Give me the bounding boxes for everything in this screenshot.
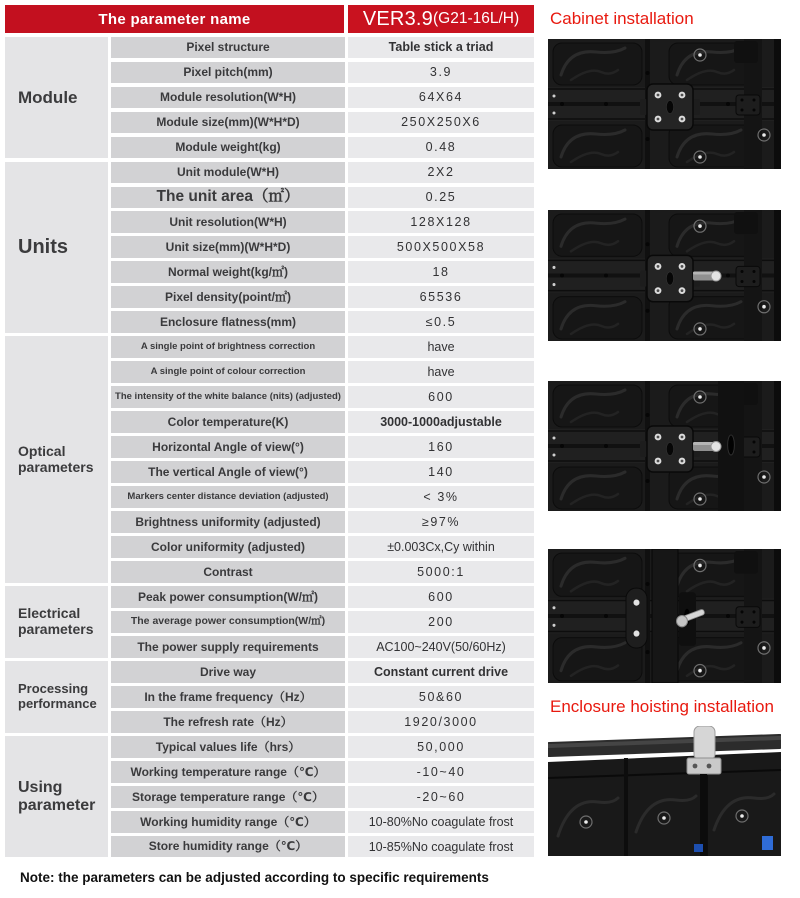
table-row bbox=[111, 336, 534, 357]
section-label: Using parameter bbox=[5, 736, 108, 857]
section-optical-parameters bbox=[5, 336, 534, 582]
table-row bbox=[111, 386, 534, 407]
table-row bbox=[111, 87, 534, 108]
param-cell: The refresh rate（Hz） bbox=[111, 711, 345, 732]
section-label: Module bbox=[5, 37, 108, 158]
table-row bbox=[111, 686, 534, 707]
value-cell: -20~60 bbox=[348, 786, 534, 807]
param-cell: In the frame frequency（Hz） bbox=[111, 686, 345, 707]
section-processing-performance bbox=[5, 661, 534, 732]
cabinet-back-photo-2 bbox=[548, 210, 781, 341]
param-cell: Peak power consumption(W/㎡) bbox=[111, 586, 345, 607]
param-cell: The unit area（㎡） bbox=[111, 187, 345, 208]
param-cell: Color uniformity (adjusted) bbox=[111, 536, 345, 557]
value-cell: have bbox=[348, 336, 534, 357]
header-parameter-name-label: The parameter name bbox=[98, 10, 251, 28]
section-units bbox=[5, 162, 534, 333]
param-cell: Contrast bbox=[111, 561, 345, 582]
section-module bbox=[5, 37, 534, 158]
param-cell: Pixel pitch(mm) bbox=[111, 62, 345, 83]
param-cell: Brightness uniformity (adjusted) bbox=[111, 511, 345, 532]
value-cell: 200 bbox=[348, 611, 534, 632]
value-cell: Table stick a triad bbox=[348, 37, 534, 58]
value-cell: ≥97% bbox=[348, 511, 534, 532]
value-cell: 10-80%No coagulate frost bbox=[348, 811, 534, 832]
table-row bbox=[111, 811, 534, 832]
section-electrical-parameters bbox=[5, 586, 534, 657]
table-row bbox=[111, 436, 534, 457]
cabinet-back-photo-3 bbox=[548, 381, 781, 511]
table-row bbox=[111, 511, 534, 532]
param-cell: Color temperature(K) bbox=[111, 411, 345, 432]
value-cell: ≤0.5 bbox=[348, 311, 534, 332]
table-row bbox=[111, 236, 534, 257]
param-cell: The average power consumption(W/㎡) bbox=[111, 611, 345, 632]
value-cell: -10~40 bbox=[348, 761, 534, 782]
installation-panel bbox=[548, 0, 788, 898]
hoisting-photo bbox=[548, 726, 781, 856]
table-row bbox=[111, 636, 534, 657]
param-cell: A single point of brightness correction bbox=[111, 336, 345, 357]
table-row bbox=[111, 711, 534, 732]
param-cell: Module size(mm)(W*H*D) bbox=[111, 112, 345, 133]
value-cell: have bbox=[348, 361, 534, 382]
value-cell: 3.9 bbox=[348, 62, 534, 83]
table-row bbox=[111, 37, 534, 58]
value-cell: 600 bbox=[348, 386, 534, 407]
param-cell: Unit module(W*H) bbox=[111, 162, 345, 183]
cabinet-back-photo-4 bbox=[548, 549, 781, 683]
value-cell: 1920/3000 bbox=[348, 711, 534, 732]
param-cell: Working temperature range（℃） bbox=[111, 761, 345, 782]
value-cell: 0.48 bbox=[348, 137, 534, 158]
value-cell: 250X250X6 bbox=[348, 112, 534, 133]
table-row bbox=[111, 62, 534, 83]
section-label: Electrical parameters bbox=[5, 586, 108, 657]
hoisting-installation-title: Enclosure hoisting installation bbox=[550, 697, 774, 716]
value-cell: 5000:1 bbox=[348, 561, 534, 582]
table-row bbox=[111, 786, 534, 807]
table-row bbox=[111, 187, 534, 208]
param-cell: Horizontal Angle of view(°) bbox=[111, 436, 345, 457]
table-row bbox=[111, 586, 534, 607]
param-cell: Module resolution(W*H) bbox=[111, 87, 345, 108]
param-cell: Pixel structure bbox=[111, 37, 345, 58]
value-cell: 10-85%No coagulate frost bbox=[348, 836, 534, 857]
value-cell: ±0.003Cx,Cy within bbox=[348, 536, 534, 557]
value-cell: AC100~240V(50/60Hz) bbox=[348, 636, 534, 657]
value-cell: 140 bbox=[348, 461, 534, 482]
table-row bbox=[111, 361, 534, 382]
table-row bbox=[111, 536, 534, 557]
table-row bbox=[111, 836, 534, 857]
param-cell: Typical values life（hrs） bbox=[111, 736, 345, 757]
param-cell: A single point of colour correction bbox=[111, 361, 345, 382]
param-cell: The power supply requirements bbox=[111, 636, 345, 657]
table-row bbox=[111, 261, 534, 282]
value-cell: Constant current drive bbox=[348, 661, 534, 682]
param-cell: Storage temperature range（℃） bbox=[111, 786, 345, 807]
param-cell: Drive way bbox=[111, 661, 345, 682]
spec-table bbox=[5, 5, 534, 857]
value-cell: < 3% bbox=[348, 486, 534, 507]
table-header bbox=[5, 5, 534, 33]
param-cell: Normal weight(kg/㎡) bbox=[111, 261, 345, 282]
param-cell: Markers center distance deviation (adjusted) bbox=[111, 486, 345, 507]
table-row bbox=[111, 736, 534, 757]
param-cell: Enclosure flatness(mm) bbox=[111, 311, 345, 332]
value-cell: 3000-1000adjustable bbox=[348, 411, 534, 432]
param-cell: Unit size(mm)(W*H*D) bbox=[111, 236, 345, 257]
value-cell: 160 bbox=[348, 436, 534, 457]
param-cell: Unit resolution(W*H) bbox=[111, 211, 345, 232]
value-cell: 600 bbox=[348, 586, 534, 607]
value-cell: 128X128 bbox=[348, 211, 534, 232]
table-row bbox=[111, 211, 534, 232]
table-row bbox=[111, 661, 534, 682]
param-cell: The vertical Angle of view(°) bbox=[111, 461, 345, 482]
model-variant: (G21-16L/H) bbox=[432, 10, 520, 27]
table-row bbox=[111, 311, 534, 332]
table-row bbox=[111, 461, 534, 482]
value-cell: 50&60 bbox=[348, 686, 534, 707]
section-label: Processing performance bbox=[5, 661, 108, 732]
cabinet-installation-title: Cabinet installation bbox=[550, 9, 694, 28]
table-row bbox=[111, 137, 534, 158]
header-parameter-name bbox=[5, 5, 344, 33]
table-body bbox=[5, 37, 534, 858]
header-model bbox=[348, 5, 534, 33]
value-cell: 500X500X58 bbox=[348, 236, 534, 257]
table-row bbox=[111, 486, 534, 507]
value-cell: 18 bbox=[348, 261, 534, 282]
param-cell: Module weight(kg) bbox=[111, 137, 345, 158]
table-row bbox=[111, 761, 534, 782]
param-cell: Working humidity range（℃） bbox=[111, 811, 345, 832]
value-cell: 64X64 bbox=[348, 87, 534, 108]
model-name: VER3.9 bbox=[362, 7, 433, 30]
param-cell: Pixel density(point/㎡) bbox=[111, 286, 345, 307]
cabinet-back-photo-1 bbox=[548, 39, 781, 169]
table-row bbox=[111, 162, 534, 183]
table-row bbox=[111, 112, 534, 133]
value-cell: 65536 bbox=[348, 286, 534, 307]
table-row bbox=[111, 286, 534, 307]
note-text: Note: the parameters can be adjusted according to specific requirements bbox=[20, 870, 489, 885]
section-label: Optical parameters bbox=[5, 336, 108, 582]
value-cell: 0.25 bbox=[348, 187, 534, 208]
section-using-parameter bbox=[5, 736, 534, 857]
table-row bbox=[111, 611, 534, 632]
param-cell: The intensity of the white balance (nits) (adjusted) bbox=[111, 386, 345, 407]
table-row bbox=[111, 561, 534, 582]
param-cell: Store humidity range（℃） bbox=[111, 836, 345, 857]
value-cell: 2X2 bbox=[348, 162, 534, 183]
table-row bbox=[111, 411, 534, 432]
section-label: Units bbox=[5, 162, 108, 333]
value-cell: 50,000 bbox=[348, 736, 534, 757]
